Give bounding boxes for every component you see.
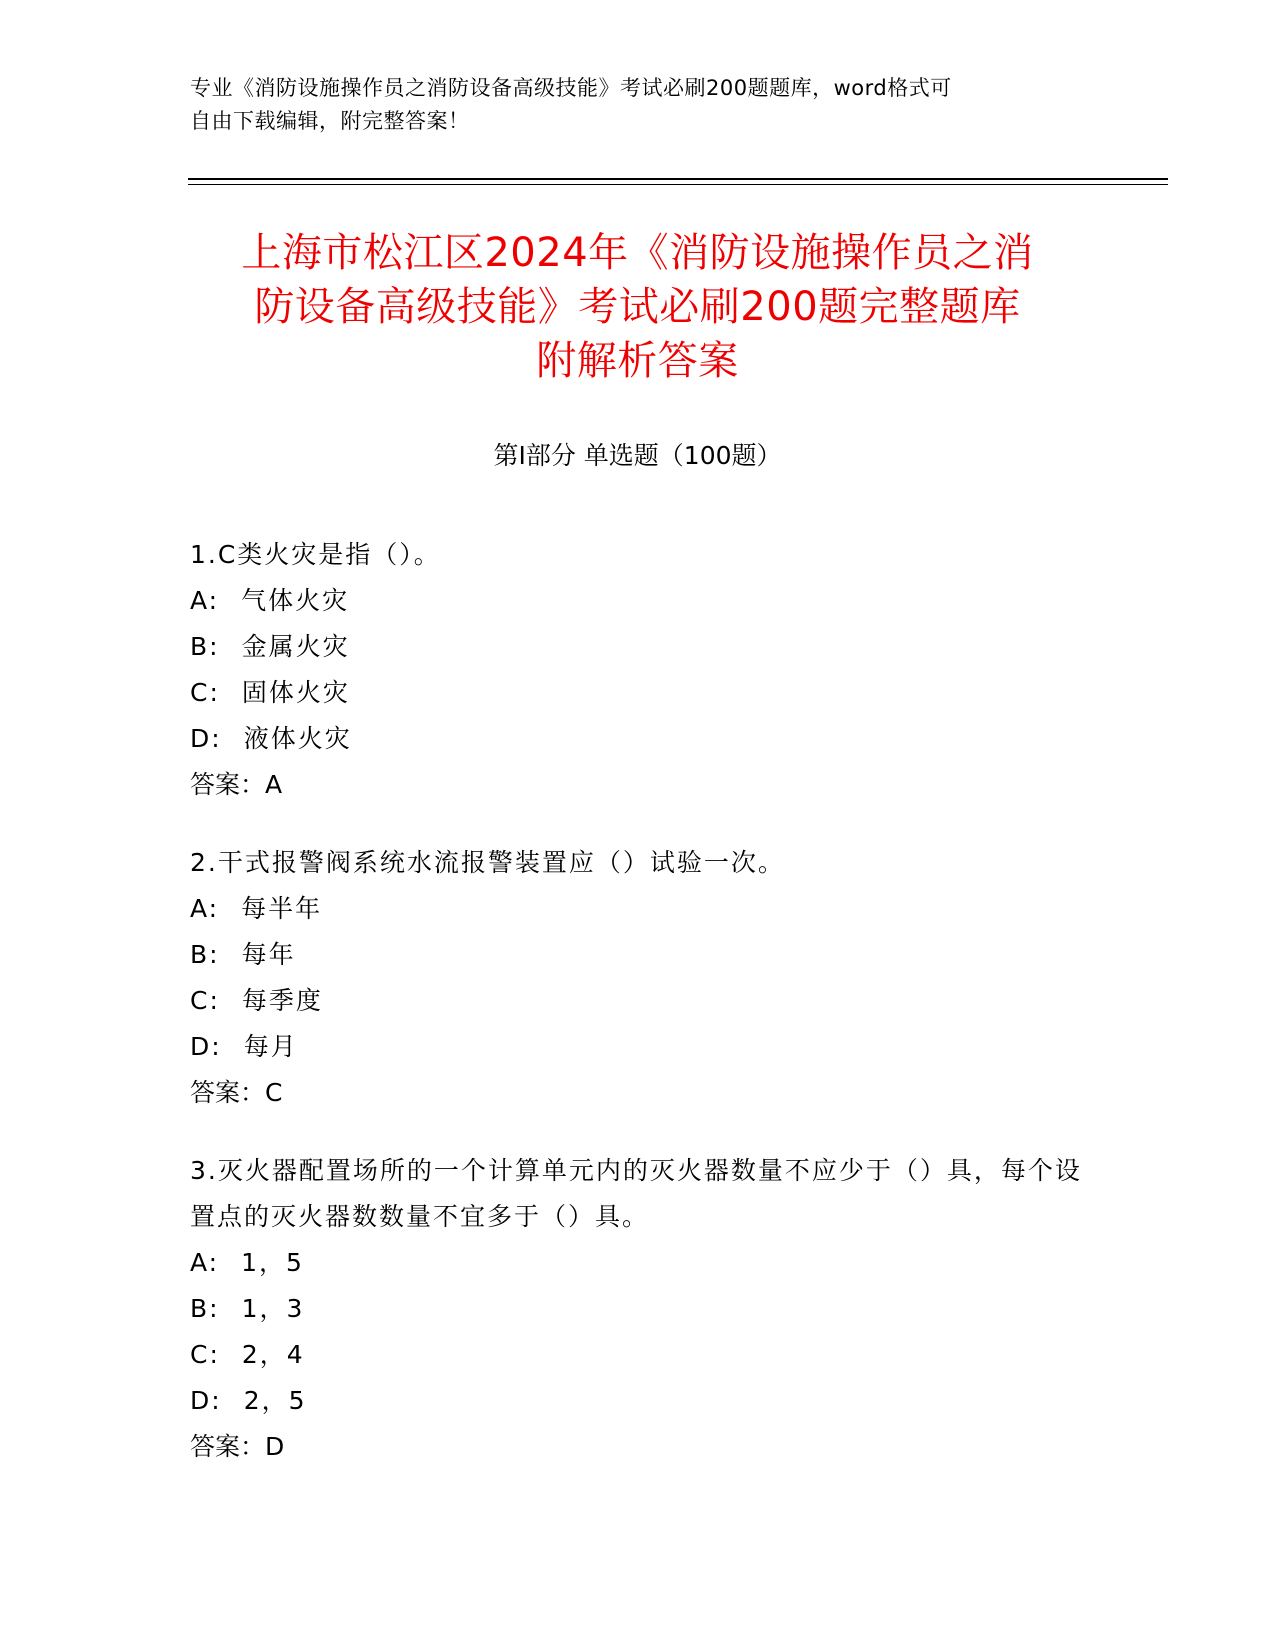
option-key: D:: [190, 724, 222, 753]
header-divider-thin: [188, 184, 1168, 185]
answer-line: 答案：D: [190, 1432, 285, 1461]
option-text: 1，3: [241, 1294, 305, 1323]
question-stem: 2.干式报警阀系统水流报警装置应（）试验一次。: [190, 848, 785, 877]
option-text: 气体火灾: [241, 586, 350, 615]
document-title: [150, 226, 1125, 388]
option-d: [190, 716, 1090, 762]
option-key: B:: [190, 632, 220, 661]
option-a: [190, 1240, 1090, 1286]
answer-line: 答案：A: [190, 770, 283, 799]
question-2: [190, 840, 1090, 1116]
header-note-line-1: 专业《消防设施操作员之消防设备高级技能》考试必刷200题题库，word格式可: [190, 76, 952, 100]
option-key: D:: [190, 1386, 222, 1415]
option-a: [190, 886, 1090, 932]
option-key: C:: [190, 678, 220, 707]
option-text: 液体火灾: [243, 724, 352, 753]
question-stem: 1.C类火灾是指（）。: [190, 540, 441, 569]
option-key: D:: [190, 1032, 222, 1061]
option-key: B:: [190, 1294, 220, 1323]
option-c: [190, 670, 1090, 716]
option-text: 1，5: [241, 1248, 304, 1277]
option-b: [190, 1286, 1090, 1332]
document-title-line-2: 防设备高级技能》考试必刷200题完整题库: [254, 284, 1021, 330]
option-text: 金属火灾: [241, 632, 350, 661]
option-text: 每季度: [241, 986, 323, 1015]
option-key: C:: [190, 1340, 220, 1369]
header-divider-thick: [188, 178, 1168, 180]
option-text: 固体火灾: [241, 678, 350, 707]
section-heading: 第Ⅰ部分 单选题（100题）: [493, 441, 782, 470]
option-d: [190, 1024, 1090, 1070]
question-1: [190, 532, 1090, 808]
option-key: B:: [190, 940, 220, 969]
option-d: [190, 1378, 1090, 1424]
option-b: [190, 932, 1090, 978]
option-text: 每月: [243, 1032, 298, 1061]
option-c: [190, 978, 1090, 1024]
option-key: A:: [190, 586, 220, 615]
option-text: 每年: [241, 940, 296, 969]
option-key: A:: [190, 1248, 220, 1277]
option-key: C:: [190, 986, 220, 1015]
option-b: [190, 624, 1090, 670]
document-title-line-3: 附解析答案: [536, 338, 739, 384]
question-stem: 3.灭火器配置场所的一个计算单元内的灭火器数量不应少于（）具，每个设置点的灭火器数数量不宜多于（）具。: [190, 1156, 1082, 1231]
option-text: 每半年: [241, 894, 323, 923]
document-title-line-1: 上海市松江区2024年《消防设施操作员之消: [241, 230, 1034, 276]
option-a: [190, 578, 1090, 624]
answer-line: 答案：C: [190, 1078, 283, 1107]
question-list: [190, 532, 1090, 1502]
option-text: 2，4: [241, 1340, 305, 1369]
option-c: [190, 1332, 1090, 1378]
header-note: [190, 72, 1070, 138]
question-3: [190, 1148, 1090, 1470]
header-note-line-2: 自由下载编辑，附完整答案！: [190, 109, 470, 133]
option-key: A:: [190, 894, 220, 923]
option-text: 2，5: [243, 1386, 307, 1415]
